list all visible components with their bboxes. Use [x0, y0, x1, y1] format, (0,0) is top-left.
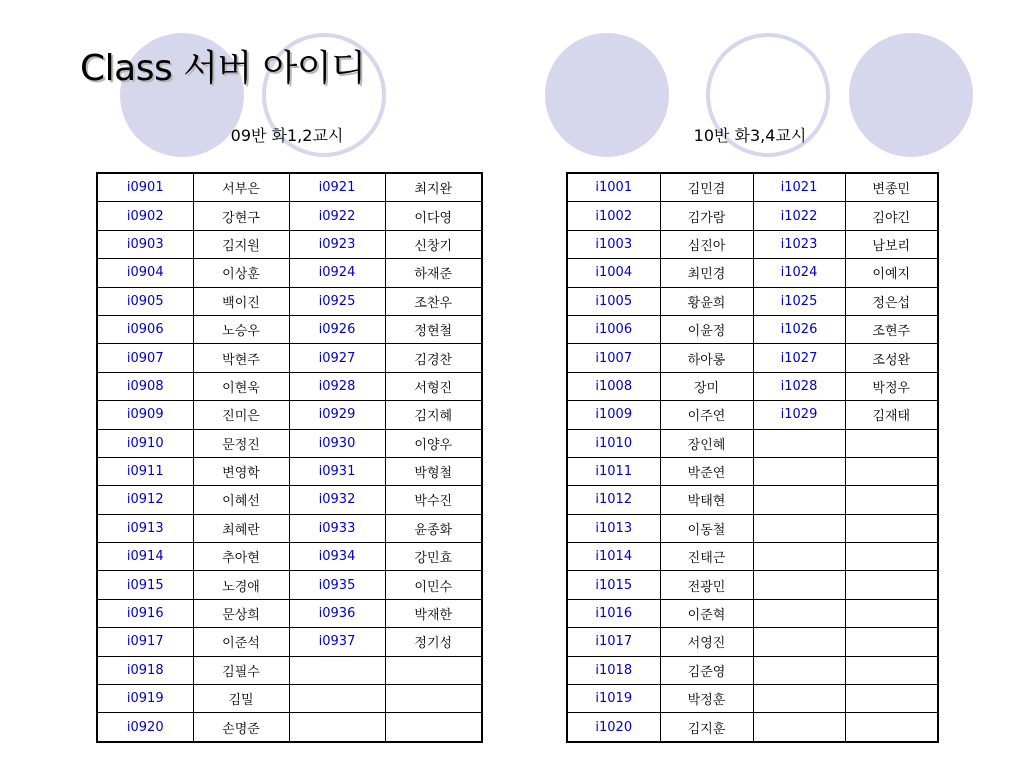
student-name-cell: 진태근	[660, 543, 753, 571]
student-name-cell	[845, 628, 938, 656]
student-name-cell: 문상희	[193, 599, 289, 627]
student-name-cell: 김야긴	[845, 202, 938, 230]
student-name-cell: 박형철	[385, 457, 482, 485]
student-id-cell: i1019	[567, 685, 660, 713]
student-id-cell	[753, 656, 845, 684]
table-row	[567, 543, 938, 571]
student-id-cell: i0913	[97, 514, 193, 542]
student-name-cell: 노승우	[193, 315, 289, 343]
student-id-cell: i0906	[97, 315, 193, 343]
student-id-cell: i1024	[753, 259, 845, 287]
table-row	[97, 287, 482, 315]
student-id-cell: i0910	[97, 429, 193, 457]
student-name-cell: 이윤정	[660, 315, 753, 343]
table-row	[97, 429, 482, 457]
student-id-cell: i1004	[567, 259, 660, 287]
student-name-cell: 정은섭	[845, 287, 938, 315]
table-row	[567, 685, 938, 713]
student-name-cell: 서형진	[385, 372, 482, 400]
student-id-cell: i0930	[289, 429, 385, 457]
table-row	[567, 713, 938, 742]
student-id-cell: i0936	[289, 599, 385, 627]
student-name-cell: 최혜란	[193, 514, 289, 542]
table-row	[97, 514, 482, 542]
student-name-cell: 조성완	[845, 344, 938, 372]
student-name-cell: 강민효	[385, 543, 482, 571]
student-name-cell	[845, 713, 938, 742]
student-name-cell: 윤종화	[385, 514, 482, 542]
table-row	[567, 656, 938, 684]
student-name-cell: 신창기	[385, 230, 482, 258]
table-row	[567, 628, 938, 656]
student-id-cell	[753, 713, 845, 742]
student-id-cell: i1026	[753, 315, 845, 343]
table-row	[97, 628, 482, 656]
student-name-cell: 조찬우	[385, 287, 482, 315]
student-name-cell: 김준영	[660, 656, 753, 684]
student-id-cell	[753, 571, 845, 599]
student-name-cell	[385, 685, 482, 713]
student-id-cell	[753, 514, 845, 542]
student-id-cell	[753, 486, 845, 514]
table-row	[97, 713, 482, 742]
student-name-cell: 하재준	[385, 259, 482, 287]
student-name-cell: 박현주	[193, 344, 289, 372]
student-name-cell: 김민겸	[660, 173, 753, 202]
student-name-cell: 남보리	[845, 230, 938, 258]
table-row	[567, 429, 938, 457]
decorative-circle-filled	[849, 33, 973, 157]
student-id-cell: i0914	[97, 543, 193, 571]
table-row	[567, 230, 938, 258]
student-id-cell: i0912	[97, 486, 193, 514]
table-row	[97, 372, 482, 400]
table-row	[567, 173, 938, 202]
student-name-cell: 심진아	[660, 230, 753, 258]
table-row	[97, 230, 482, 258]
student-name-cell: 박정훈	[660, 685, 753, 713]
student-name-cell	[845, 514, 938, 542]
student-id-cell: i0929	[289, 401, 385, 429]
table-row	[567, 599, 938, 627]
student-id-cell: i0925	[289, 287, 385, 315]
student-name-cell	[845, 599, 938, 627]
table-row	[567, 372, 938, 400]
student-id-cell: i1028	[753, 372, 845, 400]
student-id-cell: i1027	[753, 344, 845, 372]
student-id-cell: i0915	[97, 571, 193, 599]
table-row	[97, 344, 482, 372]
student-id-cell: i0924	[289, 259, 385, 287]
student-id-cell: i1020	[567, 713, 660, 742]
student-id-cell: i1025	[753, 287, 845, 315]
class-10-roster-table	[566, 172, 939, 743]
student-name-cell: 이주연	[660, 401, 753, 429]
student-id-cell: i0926	[289, 315, 385, 343]
class-10-caption: 10반 화3,4교시	[693, 126, 807, 145]
table-row	[97, 173, 482, 202]
student-name-cell: 김가람	[660, 202, 753, 230]
student-name-cell: 이준혁	[660, 599, 753, 627]
table-row	[97, 685, 482, 713]
student-id-cell: i0928	[289, 372, 385, 400]
student-id-cell: i0920	[97, 713, 193, 742]
table-row	[97, 543, 482, 571]
student-id-cell: i1011	[567, 457, 660, 485]
student-name-cell	[845, 429, 938, 457]
student-name-cell: 백이진	[193, 287, 289, 315]
student-id-cell: i1022	[753, 202, 845, 230]
student-name-cell: 김지혜	[385, 401, 482, 429]
student-name-cell: 박재한	[385, 599, 482, 627]
table-row	[567, 486, 938, 514]
student-name-cell	[845, 656, 938, 684]
student-id-cell: i1008	[567, 372, 660, 400]
student-id-cell: i0909	[97, 401, 193, 429]
student-name-cell	[845, 486, 938, 514]
student-name-cell: 박수진	[385, 486, 482, 514]
table-row	[97, 401, 482, 429]
table-row	[97, 599, 482, 627]
table-row	[97, 656, 482, 684]
student-name-cell: 이준석	[193, 628, 289, 656]
class-09-caption: 09반 화1,2교시	[230, 126, 344, 145]
student-id-cell: i1029	[753, 401, 845, 429]
table-row	[567, 202, 938, 230]
student-name-cell	[385, 656, 482, 684]
student-id-cell: i0933	[289, 514, 385, 542]
slide-title: Class 서버 아이디	[80, 48, 366, 89]
student-id-cell: i1012	[567, 486, 660, 514]
student-id-cell: i1015	[567, 571, 660, 599]
table-row	[97, 315, 482, 343]
student-id-cell: i1016	[567, 599, 660, 627]
student-name-cell: 박정우	[845, 372, 938, 400]
student-id-cell: i1017	[567, 628, 660, 656]
student-name-cell: 전광민	[660, 571, 753, 599]
student-id-cell: i1023	[753, 230, 845, 258]
student-id-cell: i1002	[567, 202, 660, 230]
student-id-cell: i1006	[567, 315, 660, 343]
student-id-cell: i1018	[567, 656, 660, 684]
student-name-cell: 정기성	[385, 628, 482, 656]
student-name-cell: 최지완	[385, 173, 482, 202]
student-id-cell: i0919	[97, 685, 193, 713]
student-name-cell: 진미은	[193, 401, 289, 429]
student-name-cell: 문정진	[193, 429, 289, 457]
student-id-cell: i0903	[97, 230, 193, 258]
student-name-cell: 이다영	[385, 202, 482, 230]
student-id-cell: i0904	[97, 259, 193, 287]
student-id-cell: i0922	[289, 202, 385, 230]
table-row	[567, 259, 938, 287]
student-name-cell: 이상훈	[193, 259, 289, 287]
table-row	[567, 514, 938, 542]
student-name-cell: 황윤희	[660, 287, 753, 315]
student-name-cell: 강현구	[193, 202, 289, 230]
student-id-cell	[753, 457, 845, 485]
student-name-cell: 이혜선	[193, 486, 289, 514]
student-id-cell: i1013	[567, 514, 660, 542]
student-name-cell: 서영진	[660, 628, 753, 656]
student-id-cell: i1021	[753, 173, 845, 202]
table-row	[97, 486, 482, 514]
table-row	[97, 259, 482, 287]
student-name-cell	[385, 713, 482, 742]
student-name-cell: 최민경	[660, 259, 753, 287]
student-name-cell: 노경애	[193, 571, 289, 599]
student-id-cell: i0921	[289, 173, 385, 202]
student-id-cell	[753, 429, 845, 457]
student-name-cell: 김지훈	[660, 713, 753, 742]
student-name-cell	[845, 457, 938, 485]
student-name-cell: 김경찬	[385, 344, 482, 372]
student-id-cell: i1007	[567, 344, 660, 372]
table-row	[567, 401, 938, 429]
student-id-cell	[753, 599, 845, 627]
table-row	[567, 457, 938, 485]
student-id-cell: i1003	[567, 230, 660, 258]
student-id-cell: i1009	[567, 401, 660, 429]
student-id-cell: i1005	[567, 287, 660, 315]
student-id-cell: i0934	[289, 543, 385, 571]
table-row	[97, 571, 482, 599]
student-id-cell	[753, 543, 845, 571]
class-09-roster-table	[96, 172, 483, 743]
student-name-cell	[845, 571, 938, 599]
student-name-cell: 이예지	[845, 259, 938, 287]
student-name-cell: 조현주	[845, 315, 938, 343]
student-id-cell: i0911	[97, 457, 193, 485]
student-name-cell: 이민수	[385, 571, 482, 599]
student-id-cell: i1001	[567, 173, 660, 202]
student-name-cell: 장인혜	[660, 429, 753, 457]
student-name-cell: 이현욱	[193, 372, 289, 400]
student-id-cell: i0907	[97, 344, 193, 372]
student-name-cell	[845, 685, 938, 713]
student-id-cell: i0901	[97, 173, 193, 202]
student-id-cell: i1010	[567, 429, 660, 457]
table-row	[567, 344, 938, 372]
student-name-cell: 정현철	[385, 315, 482, 343]
student-name-cell: 하아롱	[660, 344, 753, 372]
student-id-cell	[289, 656, 385, 684]
student-id-cell: i0923	[289, 230, 385, 258]
student-id-cell: i0905	[97, 287, 193, 315]
student-id-cell: i0935	[289, 571, 385, 599]
student-name-cell: 김필수	[193, 656, 289, 684]
student-id-cell: i0916	[97, 599, 193, 627]
student-name-cell: 김재태	[845, 401, 938, 429]
student-name-cell: 김지원	[193, 230, 289, 258]
student-name-cell: 손명준	[193, 713, 289, 742]
student-id-cell: i0927	[289, 344, 385, 372]
student-id-cell: i0937	[289, 628, 385, 656]
student-name-cell: 김밀	[193, 685, 289, 713]
student-name-cell: 변종민	[845, 173, 938, 202]
student-id-cell: i0932	[289, 486, 385, 514]
table-row	[567, 287, 938, 315]
student-name-cell: 서부은	[193, 173, 289, 202]
student-id-cell: i0931	[289, 457, 385, 485]
student-name-cell: 변영학	[193, 457, 289, 485]
student-id-cell: i0918	[97, 656, 193, 684]
table-row	[567, 315, 938, 343]
table-row	[567, 571, 938, 599]
student-name-cell: 박태현	[660, 486, 753, 514]
table-row	[97, 457, 482, 485]
student-id-cell: i0902	[97, 202, 193, 230]
student-id-cell: i1014	[567, 543, 660, 571]
student-name-cell: 추아현	[193, 543, 289, 571]
student-id-cell: i0917	[97, 628, 193, 656]
table-row	[97, 202, 482, 230]
student-name-cell	[845, 543, 938, 571]
student-id-cell	[289, 685, 385, 713]
student-id-cell: i0908	[97, 372, 193, 400]
student-id-cell	[753, 685, 845, 713]
student-name-cell: 박준연	[660, 457, 753, 485]
student-name-cell: 이양우	[385, 429, 482, 457]
student-id-cell	[753, 628, 845, 656]
student-id-cell	[289, 713, 385, 742]
student-name-cell: 이동철	[660, 514, 753, 542]
student-name-cell: 장미	[660, 372, 753, 400]
